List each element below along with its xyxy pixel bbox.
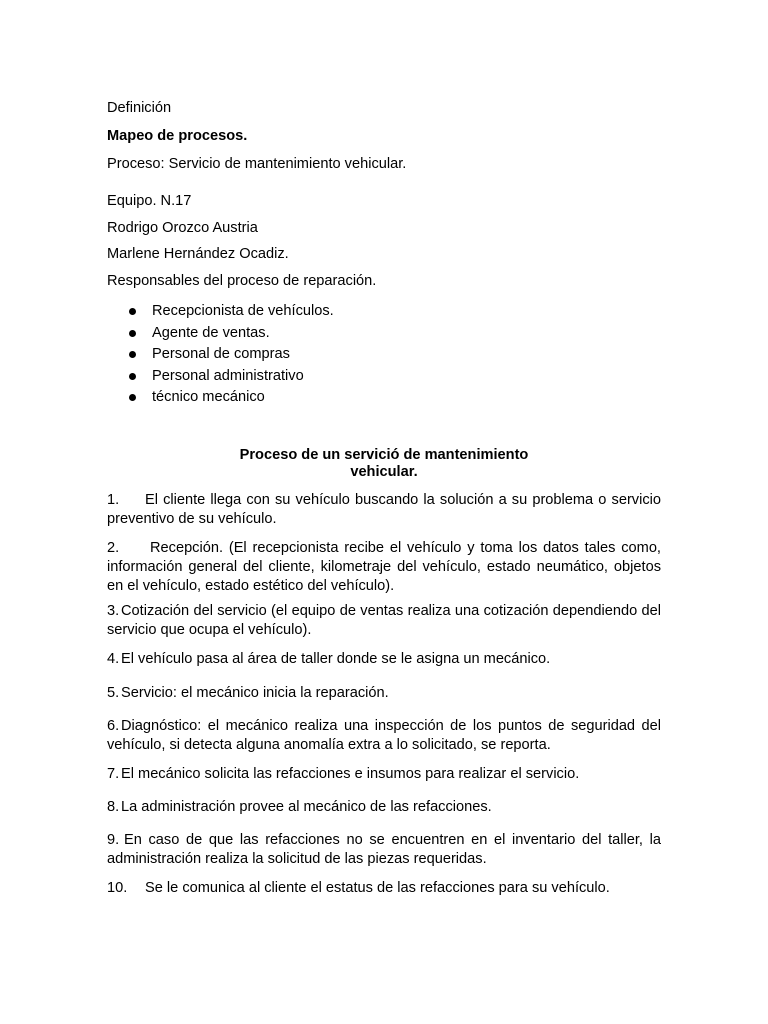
definition-label: Definición — [107, 100, 172, 116]
list-item: técnico mecánico — [126, 387, 334, 409]
process-step — [107, 650, 661, 669]
step-text: La administración provee al mecánico de las refacciones. — [121, 799, 492, 815]
step-text: El cliente llega con su vehículo buscando la solución a su problema o servicio preventivo de su vehículo. — [107, 492, 661, 527]
step-text: Se le comunica al cliente el estatus de las refacciones para su vehículo. — [145, 880, 610, 896]
process-name: Proceso: Servicio de mantenimiento vehicular. — [107, 156, 407, 172]
step-number: 10. — [107, 880, 128, 896]
step-number: 1. — [107, 492, 120, 508]
step-text: Servicio: el mecánico inicia la reparación. — [121, 685, 389, 701]
step-number: 3. — [107, 603, 120, 619]
step-number: 5. — [107, 685, 120, 701]
process-step — [107, 879, 661, 898]
section-title-line: Proceso de un servició de mantenimiento — [239, 447, 529, 463]
team-member: Marlene Hernández Ocadiz. — [107, 246, 289, 262]
responsables-list — [126, 301, 334, 409]
process-step — [107, 539, 661, 596]
step-number: 7. — [107, 766, 120, 782]
step-number: 6. — [107, 718, 120, 734]
responsables-heading: Responsables del proceso de reparación. — [107, 273, 377, 289]
step-text: Cotización del servicio (el equipo de ventas realiza una cotización dependiendo del servicio que ocupa el vehículo). — [107, 603, 661, 638]
step-number: 2. — [107, 540, 120, 556]
document-title: Mapeo de procesos. — [107, 128, 248, 144]
process-step — [107, 831, 661, 869]
section-title — [107, 447, 661, 481]
step-text: El mecánico solicita las refacciones e insumos para realizar el servicio. — [121, 766, 580, 782]
process-step — [107, 491, 661, 529]
process-step — [107, 765, 661, 784]
step-text: El vehículo pasa al área de taller donde se le asigna un mecánico. — [121, 651, 551, 667]
team-number: Equipo. N.17 — [107, 193, 192, 209]
process-step — [107, 602, 661, 640]
process-step — [107, 717, 661, 755]
step-text: Recepción. (El recepcionista recibe el vehículo y toma los datos tales como, información general del cliente, kilometraje del vehículo, estado neumático, objetos en el vehículo, estado estético del vehículo). — [107, 540, 661, 594]
section-title-line: vehicular. — [350, 464, 418, 480]
team-member: Rodrigo Orozco Austria — [107, 220, 258, 236]
process-step — [107, 798, 661, 817]
list-item: Agente de ventas. — [126, 323, 334, 345]
process-step — [107, 684, 661, 703]
step-number: 9. — [107, 832, 120, 848]
list-item: Personal de compras — [126, 344, 334, 366]
list-item: Recepcionista de vehículos. — [126, 301, 334, 323]
step-text: Diagnóstico: el mecánico realiza una inspección de los puntos de seguridad del vehículo, si detecta alguna anomalía extra a lo solicitado, se reporta. — [107, 718, 661, 753]
step-number: 8. — [107, 799, 120, 815]
list-item: Personal administrativo — [126, 366, 334, 388]
step-number: 4. — [107, 651, 120, 667]
step-text: En caso de que las refacciones no se encuentren en el inventario del taller, la administración realiza la solicitud de las piezas requeridas. — [107, 832, 661, 867]
